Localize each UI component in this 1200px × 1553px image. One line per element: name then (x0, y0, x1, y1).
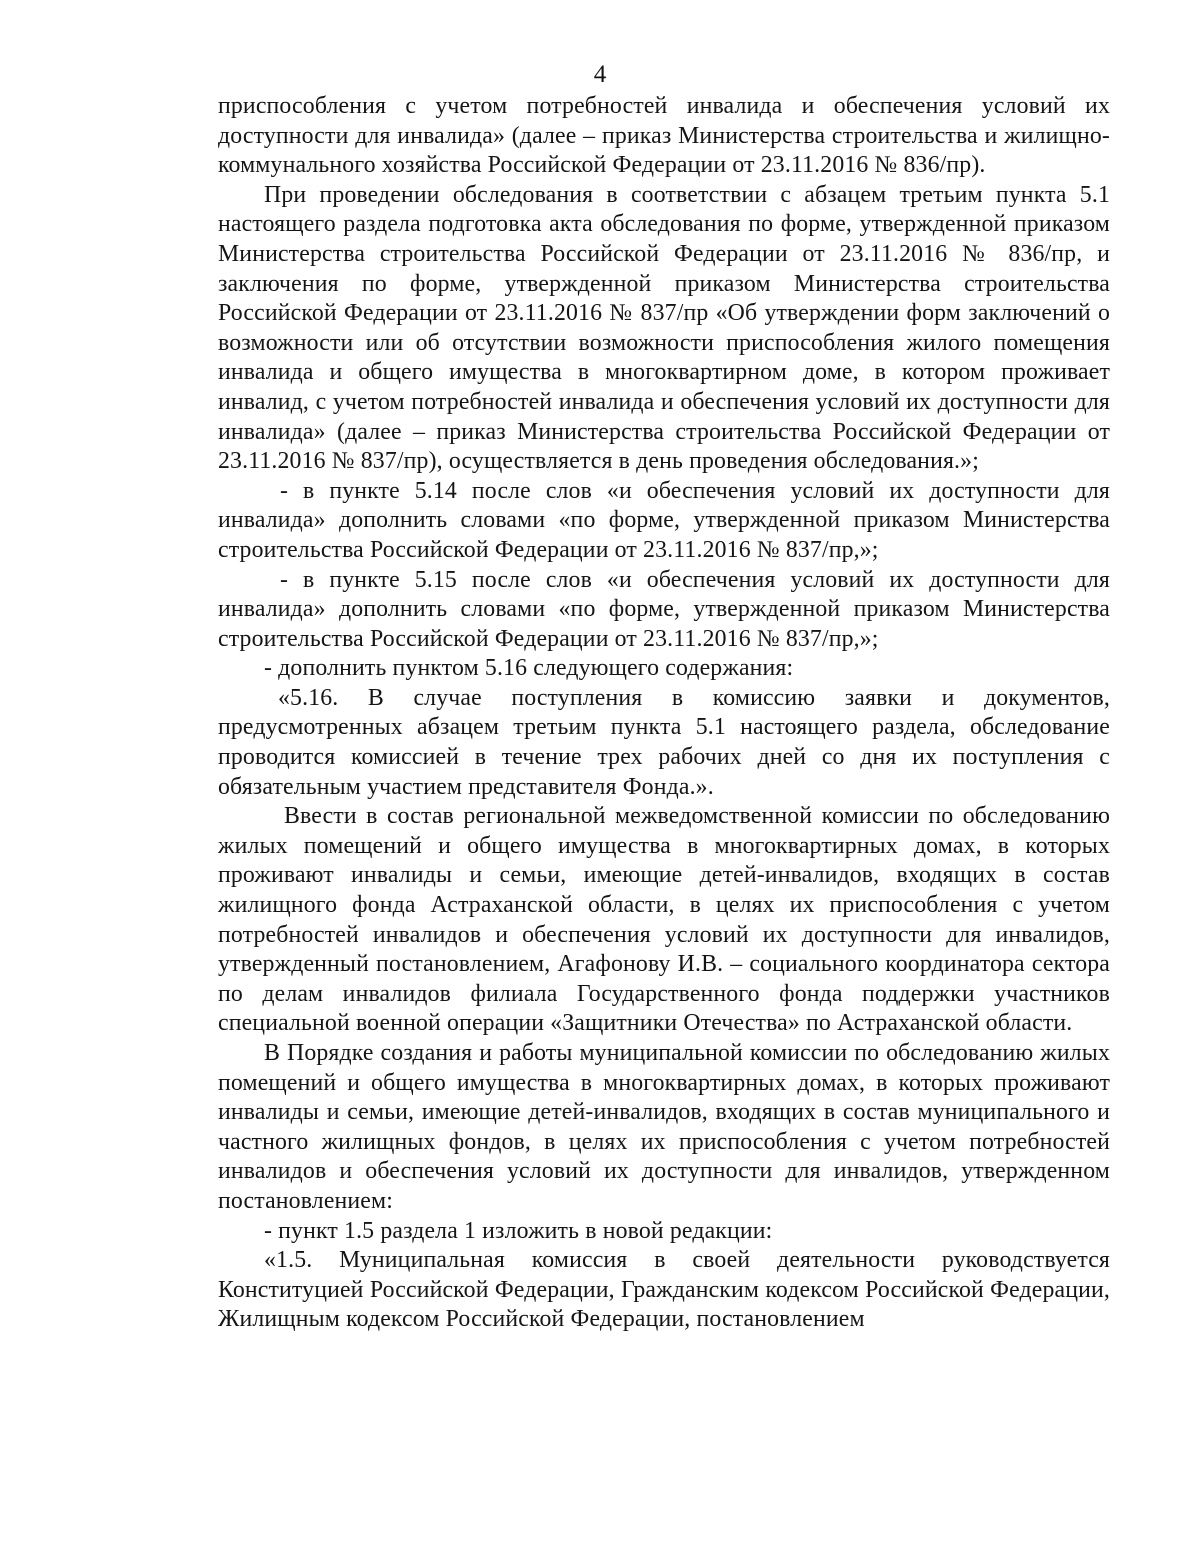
document-body (218, 92, 1110, 1335)
paragraph-commission-membership: Ввести в состав региональной межведомственной комиссии по обследованию жилых помещений и общего имущества в многоквартирных домах, в которых проживают инвалиды и семьи, имеющие детей-инвалидов, входящих в состав жилищного фонда Астраханской области, в целях их приспособления с учетом потребностей инвалидов и обеспечения условий их доступности для инвалидов, утвержденный постановлением, Агафонову И.В. – социального координатора сектора по делам инвалидов филиала Государственного фонда поддержки участников специальной военной операции «Защитники Отечества» по Астраханской области. (218, 803, 1110, 1037)
paragraph-item-5-15: - в пункте 5.15 после слов «и обеспечения условий их доступности для инвалида» дополнить словами «по форме, утвержденной приказом Министерства строительства Российской Федерации от 23.11.2016 № 837/пр,»; (218, 566, 1110, 652)
paragraph-survey-procedure: При проведении обследования в соответствии с абзацем третьим пункта 5.1 настоящего раздела подготовка акта обследования по форме, утвержденной приказом Министерства строительства Российской Федерации от 23.11.2016 № 836/пр, и заключения по форме, утвержденной приказом Министерства строительства Российской Федерации от 23.11.2016 № 837/пр «Об утверждении форм заключений о возможности или об отсутствии возможности приспособления жилого помещения инвалида и общего имущества в многоквартирном доме, в котором проживает инвалид, с учетом потребностей инвалида и обеспечения условий их доступности для инвалида» (далее – приказ Министерства строительства Российской Федерации от 23.11.2016 № 837/пр), осуществляется в день проведения обследования.»; (218, 181, 1110, 475)
page-number: 4 (593, 61, 607, 88)
paragraph-item-1-5-intro: - пункт 1.5 раздела 1 изложить в новой редакции: (264, 1217, 773, 1244)
paragraph-municipal-commission-order: В Порядке создания и работы муниципальной комиссии по обследованию жилых помещений и общего имущества в многоквартирных домах, в которых проживают инвалиды и семьи, имеющие детей-инвалидов, входящих в состав муниципального и частного жилищных фондов, в целях их приспособления с учетом потребностей инвалидов и обеспечения условий их доступности для инвалидов, утвержденном постановлением: (218, 1040, 1110, 1214)
paragraph-item-5-14: - в пункте 5.14 после слов «и обеспечения условий их доступности для инвалида» дополнить словами «по форме, утвержденной приказом Министерства строительства Российской Федерации от 23.11.2016 № 837/пр,»; (218, 477, 1110, 563)
paragraph-continuation: приспособления с учетом потребностей инвалида и обеспечения условий их доступности для инвалида» (далее – приказ Министерства строительства и жилищно-коммунального хозяйства Российской Федерации от 23.11.2016 № 836/пр). (218, 93, 1110, 179)
paragraph-item-1-5-text: «1.5. Муниципальная комиссия в своей деятельности руководствуется Конституцией Российской Федерации, Гражданским кодексом Российской Федерации, Жилищным кодексом Российской Федерации, постановлением (218, 1247, 1110, 1333)
paragraph-add-item-5-16: - дополнить пунктом 5.16 следующего содержания: (264, 655, 794, 682)
paragraph-item-5-16-text: «5.16. В случае поступления в комиссию заявки и документов, предусмотренных абзацем третьим пункта 5.1 настоящего раздела, обследование проводится комиссией в течение трех рабочих дней со дня их поступления с обязательным участием представителя Фонда.». (218, 684, 1110, 800)
